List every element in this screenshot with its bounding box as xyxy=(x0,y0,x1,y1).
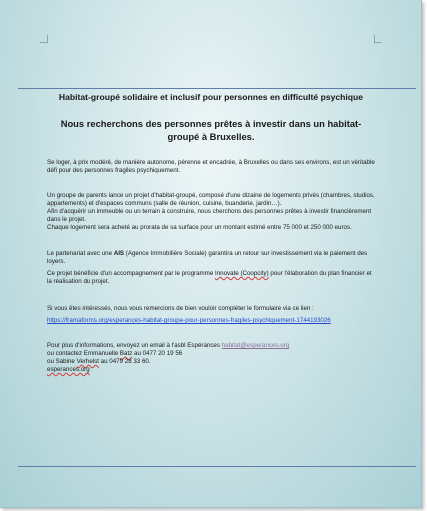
partnership-paragraph xyxy=(47,250,375,266)
contact-name-2: Verhelst xyxy=(76,358,99,365)
contact-line-email xyxy=(47,342,375,350)
contact-name-1: Batz xyxy=(119,350,133,357)
website-line xyxy=(47,366,375,374)
support-paragraph xyxy=(47,270,375,286)
partnership-text-start: Le partenariat avec une xyxy=(47,250,114,257)
document-subtitle: Nous recherchons des personnes prêtes à investir dans un habitat-groupé à Bruxelles. xyxy=(60,118,362,142)
contact-line-phone-1 xyxy=(47,350,375,358)
acquisition-paragraph: Afin d'acquérir un immeuble ou un terrain à construire, nous cherchons des personnes prêtes à investir financièrement dans le projet. xyxy=(47,208,372,223)
intro-paragraph: Se loger, à prix modéré, de manière autonome, pérenne et encadrée, à Bruxelles ou dans ses environs, est un véritable défi pour des personnes fragiles psychiquement. xyxy=(47,159,375,174)
contact-phone-1-intro: ou contactez Emmanuelle xyxy=(47,350,120,357)
website-link[interactable]: esperances.org xyxy=(47,366,90,373)
contact-phone-2: au 0479 28 33 60. xyxy=(98,358,151,365)
partnership-text-end: (Agence Immobilière Sociale) garantira un retour sur investissement via le paiement des loyers. xyxy=(47,250,368,265)
form-link[interactable]: https://framaforms.org/esperances-habitat-groupe-pour-personnes-fragiles-psychiquement-1744193026 xyxy=(47,317,331,324)
contact-line-phone-2 xyxy=(47,358,375,366)
interest-paragraph: Si vous êtes intéressés, nous vous remercions de bien vouloir compléter le formulaire via ce lien : xyxy=(47,305,314,312)
crop-mark-top-right xyxy=(374,35,382,43)
group-paragraph: Un groupe de parents lance un projet d'habitat-groupé, composé d'une dizaine de logements privés (chambres, studios, appartements) et d'espaces communs (salle de réunion, cuisine, buanderie, jardin…). xyxy=(47,192,375,207)
header-rule xyxy=(18,88,416,89)
form-link-paragraph xyxy=(47,317,375,325)
footer-rule xyxy=(18,466,416,467)
contact-email-link[interactable]: habitat@esperances.org xyxy=(221,342,290,349)
contact-phone-1: au 0477 20 19 56 xyxy=(132,350,183,357)
contact-phone-2-intro: ou Sabine xyxy=(47,358,77,365)
document-body xyxy=(47,90,375,374)
document-title: Habitat-groupé solidaire et inclusif pour personnes en difficulté psychique xyxy=(58,92,364,102)
programme-name: Innovate (Coopcity) xyxy=(215,270,269,277)
ais-acronym: AIS xyxy=(113,250,125,257)
support-text-end: pour l'élaboration du plan financier et la réalisation du projet. xyxy=(47,270,372,285)
crop-mark-top-left xyxy=(40,35,48,43)
pricing-paragraph: Chaque logement sera acheté au prorata de sa surface pour un montant estimé entre 75 000 et 250 000 euros. xyxy=(47,224,352,231)
contact-email-intro: Pour plus d'informations, envoyez un email à l'asbl Espérances xyxy=(47,342,222,349)
support-text-start: Ce projet bénéficie d'un accompagnement par le programme xyxy=(47,270,215,277)
